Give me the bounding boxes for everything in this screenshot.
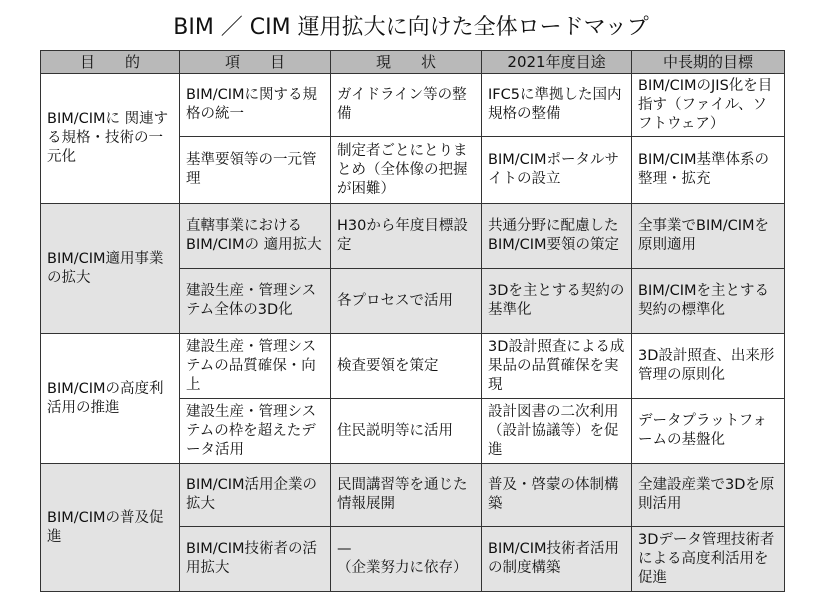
target-2021-cell: 設計図書の二次利用（設計協議等）を促進 <box>482 399 632 464</box>
table-row <box>41 464 785 527</box>
item-cell: 基準要領等の一元管理 <box>180 137 331 204</box>
target-2021-cell: 3D設計照査による成果品の品質確保を実現 <box>482 334 632 399</box>
header-current: 現 状 <box>331 51 482 74</box>
item-cell: 直轄事業におけるBIM/CIMの 適用拡大 <box>180 204 331 269</box>
item-cell: BIM/CIM技術者の活用拡大 <box>180 527 331 592</box>
item-cell: 建設生産・管理システムの枠を超えたデータ活用 <box>180 399 331 464</box>
target-2021-cell: 3Dを主とする契約の基準化 <box>482 269 632 334</box>
long-term-cell: 3D設計照査、出来形管理の原則化 <box>632 334 785 399</box>
long-term-cell: BIM/CIMのJIS化を目指す（ファイル、ソフトウェア） <box>632 74 785 137</box>
target-2021-cell: 共通分野に配慮したBIM/CIM要領の策定 <box>482 204 632 269</box>
category-cell: BIM/CIMの高度利活用の推進 <box>41 334 180 464</box>
long-term-cell: 全建設産業で3Dを原則活用 <box>632 464 785 527</box>
current-cell: ガイドライン等の整備 <box>331 74 482 137</box>
target-2021-cell: IFC5に準拠した国内規格の整備 <box>482 74 632 137</box>
long-term-cell: BIM/CIM基準体系の整理・拡充 <box>632 137 785 204</box>
table-row <box>41 74 785 137</box>
current-cell: — （企業努力に依存） <box>331 527 482 592</box>
category-cell: BIM/CIMの普及促進 <box>41 464 180 592</box>
header-2021-target: 2021年度目途 <box>482 51 632 74</box>
long-term-cell: 3Dデータ管理技術者による高度利活用を促進 <box>632 527 785 592</box>
item-cell: 建設生産・管理システムの品質確保・向上 <box>180 334 331 399</box>
category-cell: BIM/CIMに 関連する規格・技術の一元化 <box>41 74 180 204</box>
current-cell: H30から年度目標設定 <box>331 204 482 269</box>
item-cell: BIM/CIMに関する規格の統一 <box>180 74 331 137</box>
long-term-cell: 全事業でBIM/CIMを原則適用 <box>632 204 785 269</box>
table-row <box>41 204 785 269</box>
table-header-row <box>41 51 785 74</box>
header-long-term-goal: 中長期的目標 <box>632 51 785 74</box>
roadmap-table <box>40 50 785 592</box>
category-cell: BIM/CIM適用事業の拡大 <box>41 204 180 334</box>
header-purpose: 目 的 <box>41 51 180 74</box>
item-cell: BIM/CIM活用企業の拡大 <box>180 464 331 527</box>
current-cell: 住民説明等に活用 <box>331 399 482 464</box>
current-cell: 民間講習等を通じた情報展開 <box>331 464 482 527</box>
target-2021-cell: BIM/CIMポータルサイトの設立 <box>482 137 632 204</box>
long-term-cell: データプラットフォームの基盤化 <box>632 399 785 464</box>
target-2021-cell: BIM/CIM技術者活用の制度構築 <box>482 527 632 592</box>
page-title: BIM ／ CIM 運用拡大に向けた全体ロードマップ <box>173 15 649 40</box>
header-item: 項 目 <box>180 51 331 74</box>
current-cell: 制定者ごとにとりまとめ（全体像の把握が困難） <box>331 137 482 204</box>
target-2021-cell: 普及・啓蒙の体制構築 <box>482 464 632 527</box>
long-term-cell: BIM/CIMを主とする契約の標準化 <box>632 269 785 334</box>
table-row <box>41 334 785 399</box>
current-cell: 検査要領を策定 <box>331 334 482 399</box>
current-cell: 各プロセスで活用 <box>331 269 482 334</box>
item-cell: 建設生産・管理システム全体の3D化 <box>180 269 331 334</box>
